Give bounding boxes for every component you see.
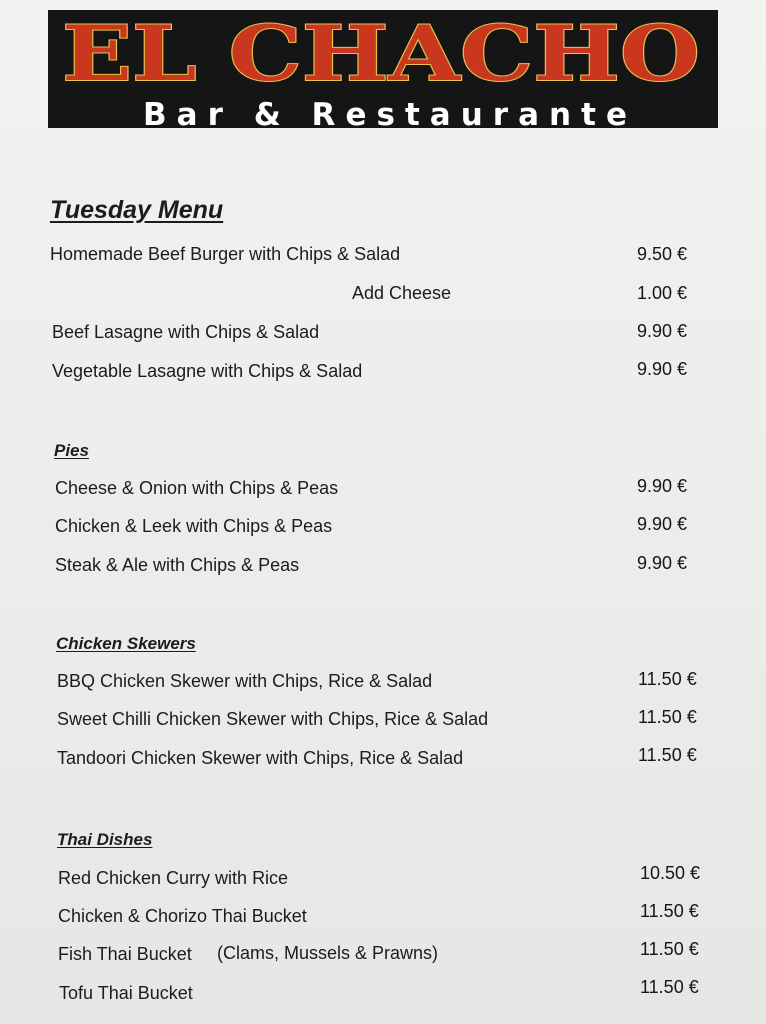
- brand-subtitle: Bar & Restaurante: [143, 97, 627, 128]
- brand-name: EL CHACHO: [62, 10, 700, 98]
- menu-item-price: 1.00 €: [637, 283, 688, 303]
- menu-item-name: Fish Thai Bucket: [58, 944, 192, 964]
- menu-item-name: Add Cheese: [352, 283, 452, 303]
- restaurant-logo: [48, 10, 718, 128]
- menu-item-name: Cheese & Onion with Chips & Peas: [55, 478, 339, 498]
- menu-item-name: BBQ Chicken Skewer with Chips, Rice & Salad: [57, 671, 433, 691]
- section-title-tuesday-menu: Tuesday Menu: [50, 196, 224, 224]
- menu-item-price: 11.50 €: [638, 669, 697, 689]
- section-title-thai-dishes: Thai Dishes: [57, 830, 153, 849]
- menu-item-price: 9.90 €: [637, 321, 688, 341]
- menu-item-price: 11.50 €: [638, 745, 697, 765]
- menu-item-name: Vegetable Lasagne with Chips & Salad: [52, 361, 363, 381]
- header-banner: [48, 10, 718, 128]
- menu-item-price: 11.50 €: [640, 901, 699, 921]
- menu-item-note: (Clams, Mussels & Prawns): [217, 943, 439, 963]
- section-title-chicken-skewers: Chicken Skewers: [56, 634, 196, 653]
- menu-item-name: Chicken & Chorizo Thai Bucket: [58, 906, 307, 926]
- menu-item-price: 9.90 €: [637, 359, 688, 379]
- menu-item-name: Beef Lasagne with Chips & Salad: [52, 322, 320, 342]
- menu-item-price: 10.50 €: [640, 863, 701, 883]
- menu-item-name: Homemade Beef Burger with Chips & Salad: [50, 244, 401, 264]
- menu-item-name: Red Chicken Curry with Rice: [58, 868, 289, 888]
- menu-item-name: Steak & Ale with Chips & Peas: [55, 555, 300, 575]
- menu-item-name: Sweet Chilli Chicken Skewer with Chips, Rice & Salad: [57, 709, 489, 729]
- menu-item-name: Tandoori Chicken Skewer with Chips, Rice & Salad: [57, 748, 464, 768]
- menu-item-price: 11.50 €: [640, 977, 699, 997]
- menu-item-price: 11.50 €: [638, 707, 697, 727]
- menu-item-price: 9.90 €: [637, 553, 688, 573]
- menu-item-name: Chicken & Leek with Chips & Peas: [55, 516, 333, 536]
- section-title-pies: Pies: [54, 441, 89, 460]
- menu-item-price: 11.50 €: [640, 939, 699, 959]
- menu-item-price: 9.50 €: [637, 244, 688, 264]
- menu-item-name: Tofu Thai Bucket: [59, 983, 193, 1003]
- menu-item-price: 9.90 €: [637, 476, 688, 496]
- menu-item-price: 9.90 €: [637, 514, 688, 534]
